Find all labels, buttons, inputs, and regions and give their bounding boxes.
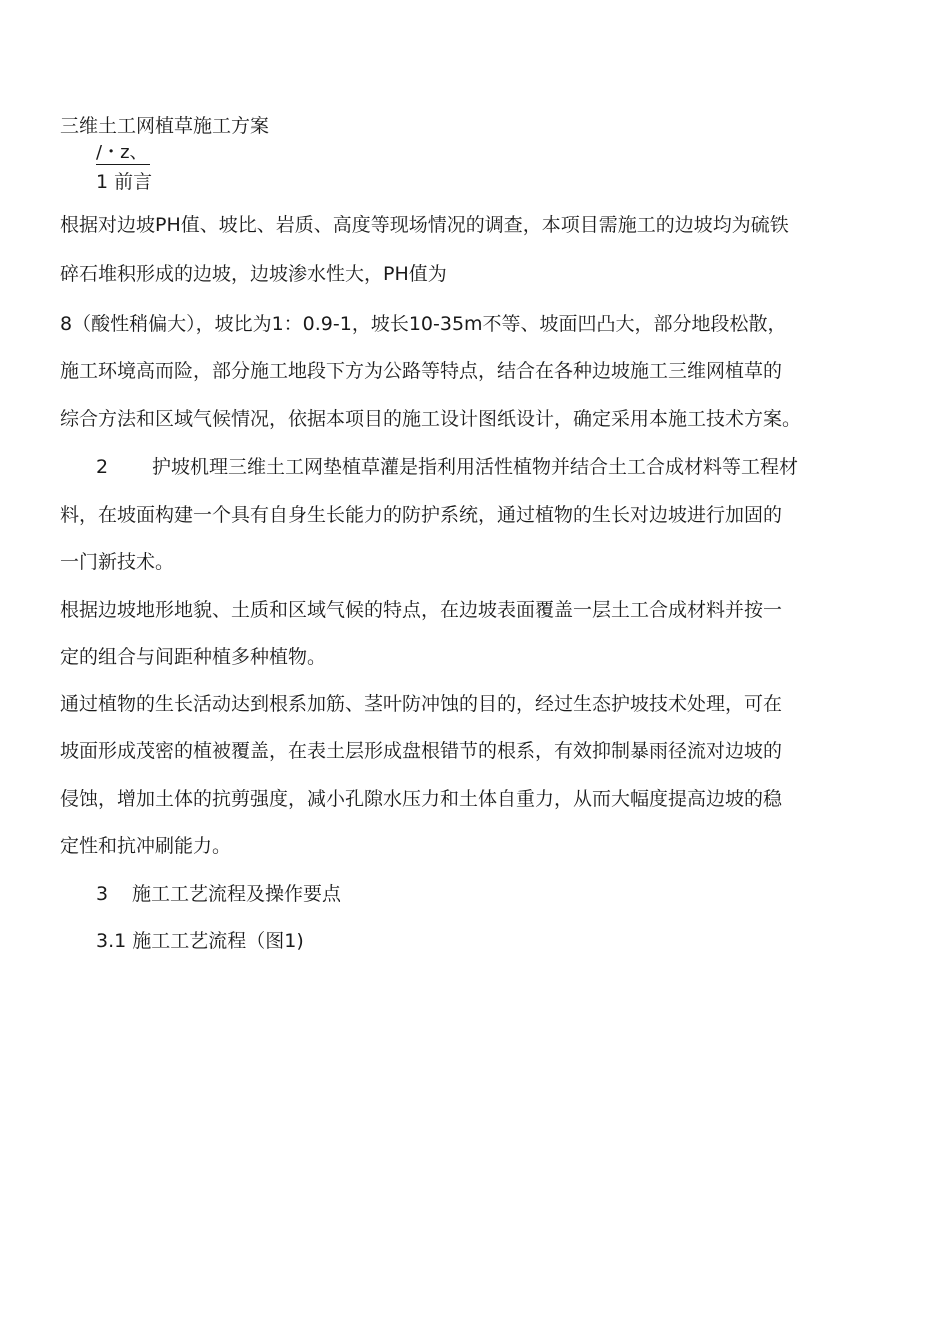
paragraph-2-line: 料，在坡面构建一个具有自身生长能力的防护系统，通过植物的生长对边坡进行加固的 xyxy=(60,504,783,526)
paragraph-1-line: 施工环境高而险，部分施工地段下方为公路等特点，结合在各种边坡施工三维网植草的 xyxy=(60,360,783,382)
section-3-1-heading: 3.1 施工工艺流程（图1) xyxy=(96,930,304,952)
paragraph-2-first-line xyxy=(96,455,798,479)
paragraph-1-line: 碎石堆积形成的边坡，边坡渗水性大，PH值为 xyxy=(60,263,447,285)
section-3-title: 施工工艺流程及操作要点 xyxy=(132,883,342,905)
paragraph-4-line: 坡面形成茂密的植被覆盖，在表土层形成盘根错节的根系，有效抑制暴雨径流对边坡的 xyxy=(60,740,783,762)
paragraph-3-line: 根据边坡地形地貌、土质和区域气候的特点，在边坡表面覆盖一层土工合成材料并按一 xyxy=(60,599,783,621)
paragraph-4-line: 通过植物的生长活动达到根系加筋、茎叶防冲蚀的目的，经过生态护坡技术处理，可在 xyxy=(60,693,783,715)
section-1-heading: 1 前言 xyxy=(96,171,153,193)
section-3-number: 3 xyxy=(96,883,109,905)
paragraph-4-line: 侵蚀，增加土体的抗剪强度，减小孔隙水压力和土体自重力，从而大幅度提高边坡的稳 xyxy=(60,788,783,810)
paragraph-1-line: 综合方法和区域气候情况，依据本项目的施工设计图纸设计，确定采用本施工技术方案。 xyxy=(60,408,802,430)
paragraph-1-line: 根据对边坡PH值、坡比、岩质、高度等现场情况的调查，本项目需施工的边坡均为硫铁 xyxy=(60,214,789,236)
paragraph-1-line: 8（酸性稍偏大），坡比为1：0.9-1，坡长10-35m不等、坡面凹凸大，部分地段松散， xyxy=(60,313,787,335)
section-2-number: 2 xyxy=(96,456,109,478)
paragraph-2-line: 一门新技术。 xyxy=(60,551,175,573)
stray-mark: /・z、 xyxy=(96,142,148,163)
paragraph-4-line: 定性和抗冲刷能力。 xyxy=(60,835,232,857)
document-title: 三维土工网植草施工方案 xyxy=(60,115,270,137)
paragraph-2-line: 护坡机理三维土工网垫植草灌是指利用活性植物并结合土工合成材料等工程材 xyxy=(152,456,799,478)
section-3-heading xyxy=(96,882,341,906)
paragraph-3-line: 定的组合与间距种植多种植物。 xyxy=(60,646,327,668)
